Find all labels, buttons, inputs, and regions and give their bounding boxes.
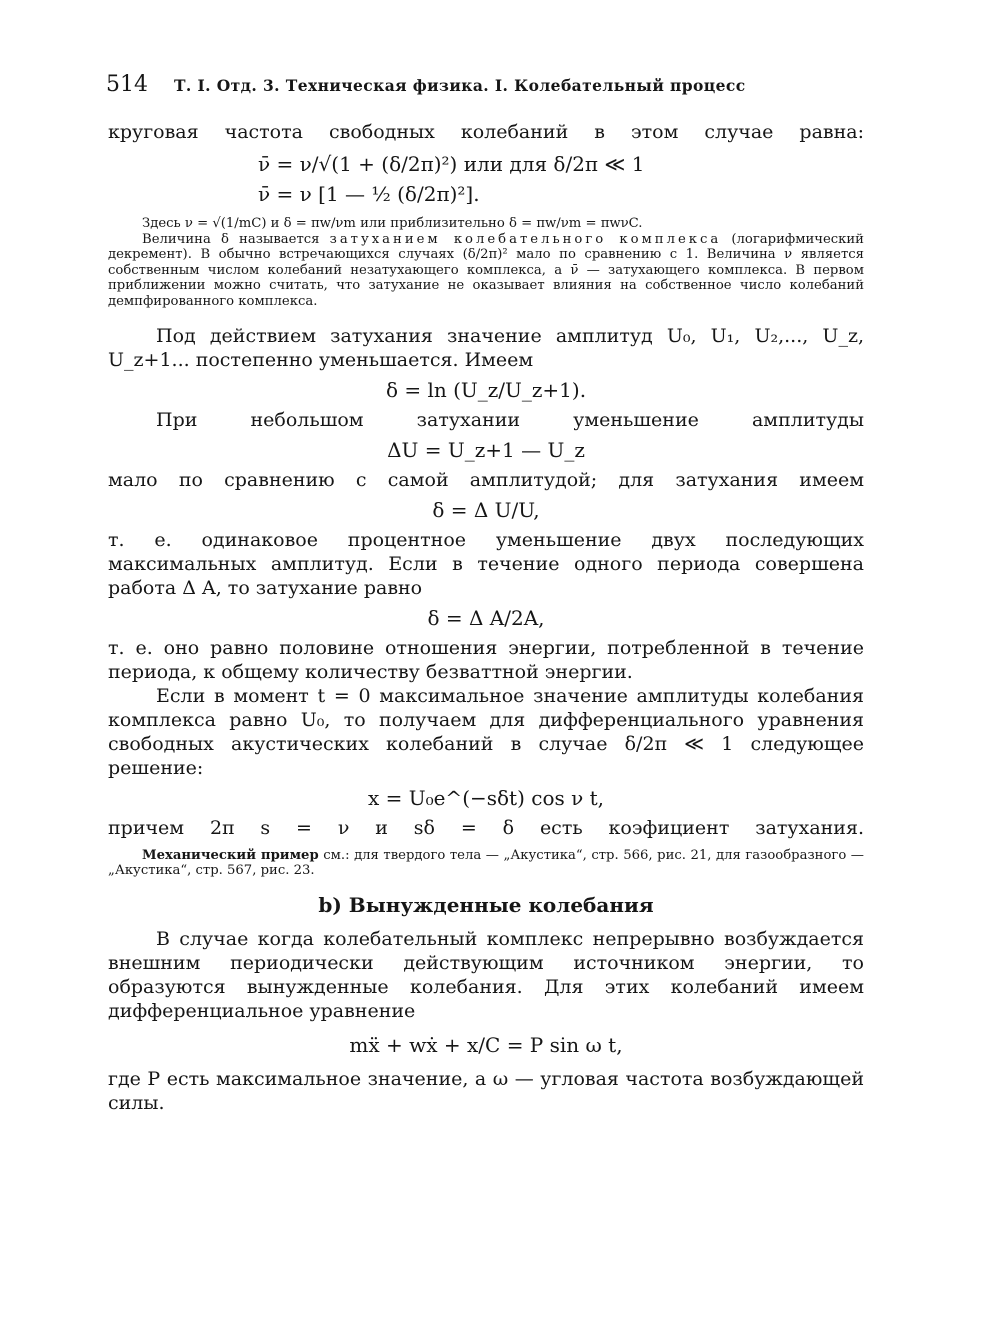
paragraph-4: мало по сравнению с самой амплитудой; для затухания имеем [108,468,864,491]
equation-8: mẍ + wẋ + x/C = P sin ω t, [349,1032,623,1057]
paragraph-2: Под действием затухания значение амплитуд U₀, U₁, U₂,..., U_z, U_z+1... постепенно уменьшается. Имеем [108,324,864,371]
paragraph-5: т. е. одинаковое процентное уменьшение двух последующих максимальных амплитуд. Если в течение одного периода совершена работа Δ A, то затухание равно [108,528,864,599]
paragraph-8: причем 2π s = ν и sδ = δ есть коэфициент затухания. [108,816,864,839]
paragraph-3: При небольшом затухании уменьшение амплитуды [156,408,864,431]
running-header [108,70,864,106]
note-2 [108,232,864,310]
equation-4: ΔU = U_z+1 — U_z [387,437,585,462]
note-2-lead: Величина δ называется [142,231,320,247]
page-number: 514 [106,72,148,97]
running-title: Т. I. Отд. 3. Техническая физика. I. Колебательный процесс [174,76,746,95]
note-3 [108,848,864,879]
note-3-lead: Механический пример [142,847,319,863]
note-2-body: (логарифмический декремент). В обычно встречающихся случаях (δ/2π)² мало по сравнению с 1. Величина ν является собственным числом колебаний незатухающего комплекса, а ν̄ — затухающего комплекса. В первом приближении можно считать, что затухание не оказывает влияния на собственное число колебаний демпфированного комплекса. [108,231,864,309]
term-damping: затуханием колебательного комплекса [329,231,722,247]
equation-7: x = U₀e^(−sδt) cos ν t, [367,785,605,810]
paragraph-intro: круговая частота свободных колебаний в этом случае равна: [108,121,864,143]
equation-6: δ = Δ A/2A, [427,605,545,630]
equation-3: δ = ln (U_z/U_z+1). [385,377,587,402]
paragraph-7: Если в момент t = 0 максимальное значение амплитуды колебания комплекса равно U₀, то получаем для дифференциального уравнения свободных акустических колебаний в случае δ/2π ≪ 1 следующее решение: [108,684,864,779]
book-page [108,70,864,1115]
paragraph-9: В случае когда колебательный комплекс непрерывно возбуждается внешним периодически действующим источником энергии, то образуются вынужденные колебания. Для этих колебаний имеем дифференциальное уравнение [108,927,864,1022]
equation-1: ν̄ = ν/√(1 + (δ/2π)²) или для δ/2π ≪ 1 [258,152,645,176]
paragraph-6: т. е. оно равно половине отношения энергии, потребленной в течение периода, к общему количеству безваттной энергии. [108,636,864,683]
equation-5: δ = Δ U/U, [432,497,540,522]
section-title: b) Вынужденные колебания [318,892,654,917]
equation-2: ν̄ = ν [1 — ½ (δ/2π)²]. [258,182,480,206]
paragraph-10: где P есть максимальное значение, а ω — угловая частота возбуждающей силы. [108,1067,864,1114]
note-1: Здесь ν = √(1/mC) и δ = πw/νm или приблизительно δ = πw/νm = πwνC. [142,216,643,231]
note-3-body: см.: для твердого тела — „Акустика“, стр. 566, рис. 21, для газообразного — „Акустика“, стр. 567, рис. 23. [108,847,864,879]
